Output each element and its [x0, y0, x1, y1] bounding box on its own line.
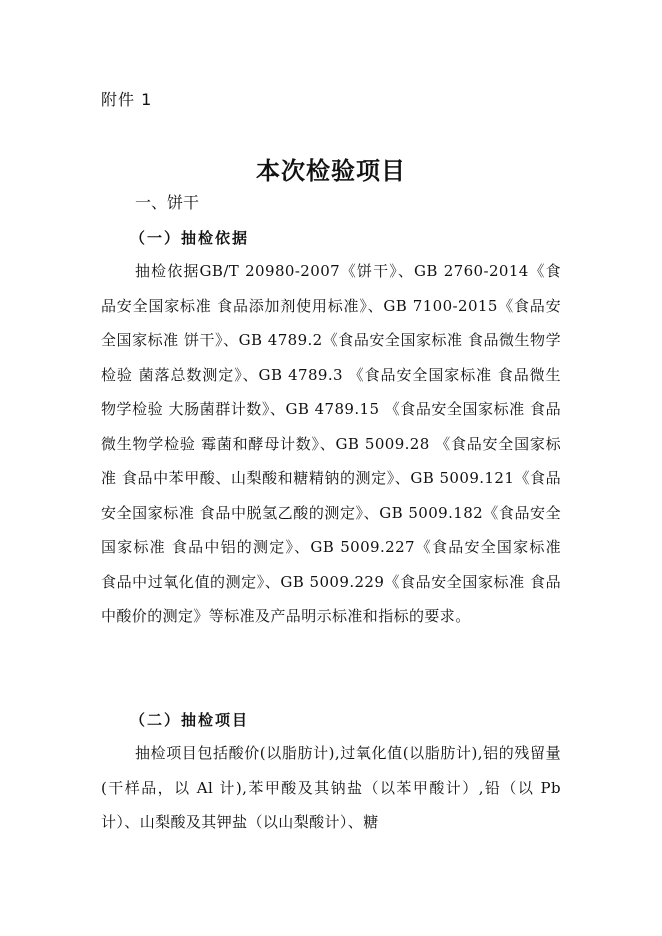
- paragraph-inspection-basis: 抽检依据GB/T 20980-2007《饼干》、GB 2760-2014《食品安全国家标准 食品添加剂使用标准》、GB 7100-2015《食品安全国家标准 饼干》、GB 4789.2《食品安全国家标准 食品微生物学检验 菌落总数测定》、GB 4789.3 《食品安全国家标准 食品微生物学检验 大肠菌群计数》、GB 4789.15 《食品安全国家标准 食品微生物学检验 霉菌和酵母计数》、GB 5009.28 《食品安全国家标准 食品中苯甲酸、山梨酸和糖精钠的测定》、GB 5009.121《食品安全国家标准 食品中脱氢乙酸的测定》、GB 5009.182《食品安全国家标准 食品中铝的测定》、GB 5009.227《食品安全国家标准 食品中过氧化值的测定》、GB 5009.229《食品安全国家标准 食品中酸价的测定》等标准及产品明示标准和指标的要求。: [101, 262, 561, 625]
- subheading-inspection-items: （二）抽检项目: [130, 711, 250, 729]
- page-title: 本次检验项目: [256, 157, 406, 185]
- attachment-label: 附件 1: [101, 90, 153, 109]
- subheading-inspection-basis: （一）抽检依据: [130, 229, 250, 247]
- paragraph-inspection-items: 抽检项目包括酸价(以脂肪计),过氧化值(以脂肪计),铝的残留量(干样品，以 Al 计),苯甲酸及其钠盐（以苯甲酸计）,铅（以 Pb 计）、山梨酸及其钾盐（以山梨酸计）、糖: [101, 744, 561, 831]
- section-heading-biscuits: 一、饼干: [135, 193, 200, 212]
